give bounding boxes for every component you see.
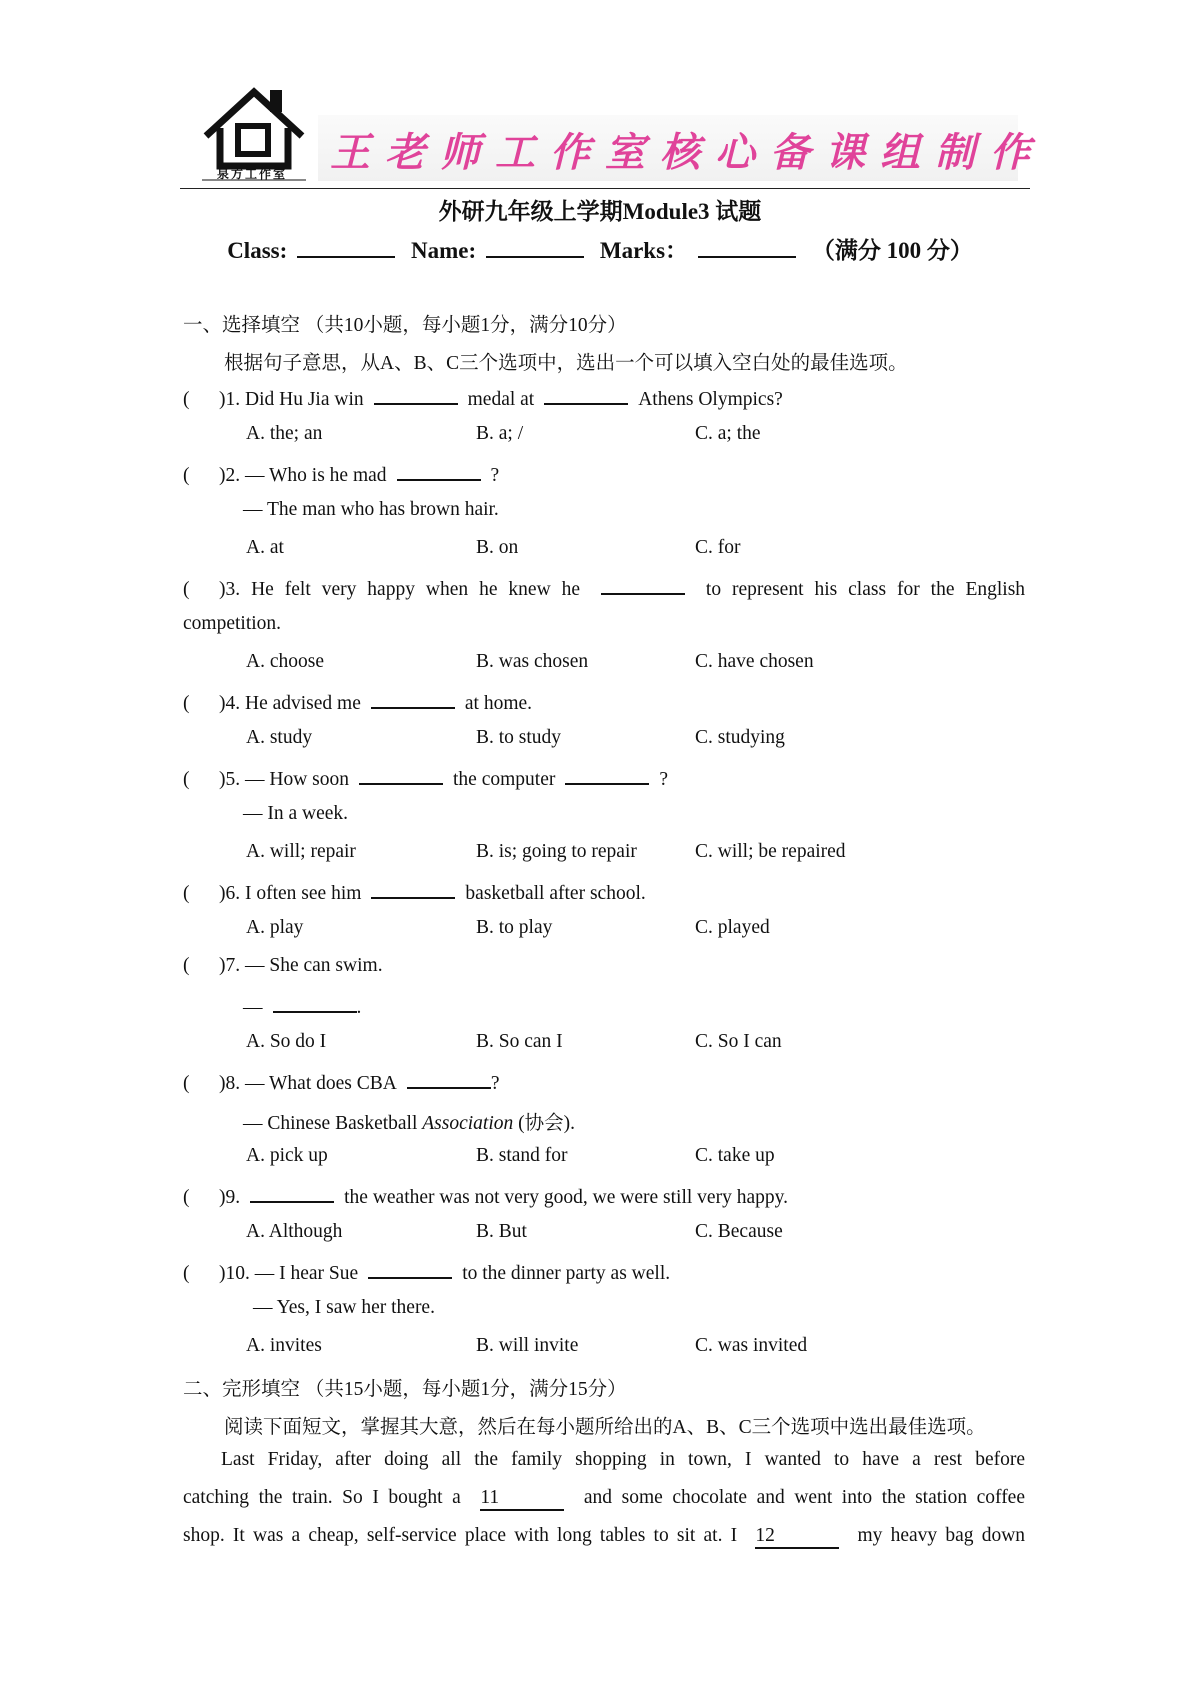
- option-b: B. to study: [476, 727, 562, 748]
- option-c: C. played: [695, 917, 770, 938]
- option-b: B. on: [476, 537, 519, 558]
- answer-blank[interactable]: [371, 879, 455, 899]
- question-2-reply: — The man who has brown hair.: [243, 499, 499, 520]
- option-c: C. was invited: [695, 1335, 808, 1356]
- question-3: ( )3. He felt very happy when he knew he to represent his class for the English: [183, 575, 1025, 601]
- question-10: ( )10. — I hear Sue to the dinner party as well.: [183, 1259, 670, 1285]
- answer-blank[interactable]: [601, 575, 685, 595]
- question-8-reply: — Chinese Basketball Association (协会).: [243, 1113, 576, 1134]
- answer-paren[interactable]: (: [183, 465, 190, 486]
- answer-blank[interactable]: [250, 1183, 334, 1203]
- cloze-blank-11[interactable]: 11: [480, 1487, 564, 1511]
- passage-line: catching the train. So I bought a 11 and some chocolate and went into the station coffee: [183, 1487, 1025, 1511]
- header-rule: [180, 188, 1030, 189]
- name-label: Name:: [411, 238, 477, 263]
- page-title: 外研九年级上学期Module3 试题: [438, 199, 762, 224]
- section1-heading: 一、选择填空 （共10小题，每小题1分，满分10分）: [183, 315, 627, 336]
- answer-paren[interactable]: (: [183, 1187, 190, 1208]
- class-field[interactable]: [297, 236, 395, 258]
- option-a: A. pick up: [246, 1145, 328, 1166]
- answer-paren[interactable]: (: [183, 579, 190, 600]
- cloze-blank-12[interactable]: 12: [755, 1525, 839, 1549]
- option-b: B. So can I: [476, 1031, 563, 1052]
- answer-blank[interactable]: [565, 765, 649, 785]
- option-b: B. to play: [476, 917, 553, 938]
- passage-line: Last Friday, after doing all the family shopping in town, I wanted to have a rest before: [221, 1449, 1025, 1470]
- section2-heading: 二、完形填空 （共15小题，每小题1分，满分15分）: [183, 1379, 627, 1400]
- option-c: C. studying: [695, 727, 785, 748]
- question-8: ( )8. — What does CBA ?: [183, 1069, 500, 1095]
- option-c: C. have chosen: [695, 651, 814, 672]
- option-a: A. So do I: [246, 1031, 327, 1052]
- marks-label: Marks：: [599, 238, 689, 263]
- passage-line: shop. It was a cheap, self-service place with long tables to sit at. I 12 my heavy bag down: [183, 1525, 1025, 1549]
- option-c: C. Because: [695, 1221, 783, 1242]
- name-field[interactable]: [486, 236, 584, 258]
- answer-paren[interactable]: (: [183, 1263, 190, 1284]
- option-b: B. will invite: [476, 1335, 579, 1356]
- question-2: ( )2. — Who is he mad ?: [183, 461, 499, 487]
- answer-blank[interactable]: [374, 385, 458, 405]
- banner-text: 王老师工作室核心备课组制作: [330, 130, 1045, 176]
- option-a: A. the; an: [246, 423, 323, 444]
- section1-instruction: 根据句子意思，从A、B、C三个选项中，选出一个可以填入空白处的最佳选项。: [224, 353, 908, 374]
- option-a: A. at: [246, 537, 284, 558]
- option-c: C. So I can: [695, 1031, 782, 1052]
- option-b: B. was chosen: [476, 651, 589, 672]
- option-c: C. will; be repaired: [695, 841, 846, 862]
- answer-blank[interactable]: [397, 461, 481, 481]
- answer-blank[interactable]: [368, 1259, 452, 1279]
- question-5: ( )5. — How soon the computer ?: [183, 765, 668, 791]
- option-b: B. is; going to repair: [476, 841, 637, 862]
- answer-paren[interactable]: (: [183, 389, 190, 410]
- option-a: A. will; repair: [246, 841, 356, 862]
- option-a: A. Although: [246, 1221, 343, 1242]
- answer-blank[interactable]: [544, 385, 628, 405]
- option-a: A. choose: [246, 651, 324, 672]
- answer-paren[interactable]: (: [183, 955, 190, 976]
- full-score-note: （满分 100 分）: [811, 238, 973, 263]
- option-c: C. a; the: [695, 423, 761, 444]
- answer-paren[interactable]: (: [183, 1073, 190, 1094]
- option-b: B. But: [476, 1221, 527, 1242]
- answer-paren[interactable]: (: [183, 769, 190, 790]
- option-c: C. for: [695, 537, 741, 558]
- answer-paren[interactable]: (: [183, 883, 190, 904]
- question-9: ( )9. the weather was not very good, we were still very happy.: [183, 1183, 788, 1209]
- option-a: A. play: [246, 917, 304, 938]
- question-3-continuation: competition.: [183, 613, 282, 634]
- answer-paren[interactable]: (: [183, 693, 190, 714]
- student-info-line: [0, 232, 1200, 265]
- question-7: ( )7. — She can swim.: [183, 955, 383, 976]
- question-5-reply: — In a week.: [243, 803, 349, 824]
- option-b: B. a; /: [476, 423, 524, 444]
- answer-blank[interactable]: [371, 689, 455, 709]
- marks-field[interactable]: [698, 236, 796, 258]
- question-1: ( )1. Did Hu Jia win medal at Athens Olympics?: [183, 385, 783, 411]
- option-a: A. study: [246, 727, 313, 748]
- answer-blank[interactable]: [359, 765, 443, 785]
- option-a: A. invites: [246, 1335, 322, 1356]
- question-6: ( )6. I often see him basketball after school.: [183, 879, 646, 905]
- class-label: Class:: [227, 238, 288, 263]
- section2-instruction: 阅读下面短文，掌握其大意，然后在每小题所给出的A、B、C三个选项中选出最佳选项。: [224, 1417, 986, 1438]
- logo-caption: 泉方工作室: [216, 167, 287, 181]
- question-4: ( )4. He advised me at home.: [183, 689, 532, 715]
- option-c: C. take up: [695, 1145, 775, 1166]
- question-10-reply: — Yes, I saw her there.: [253, 1297, 435, 1318]
- option-b: B. stand for: [476, 1145, 568, 1166]
- question-7-reply: — .: [243, 993, 361, 1019]
- answer-blank[interactable]: [407, 1069, 491, 1089]
- answer-blank[interactable]: [273, 993, 357, 1013]
